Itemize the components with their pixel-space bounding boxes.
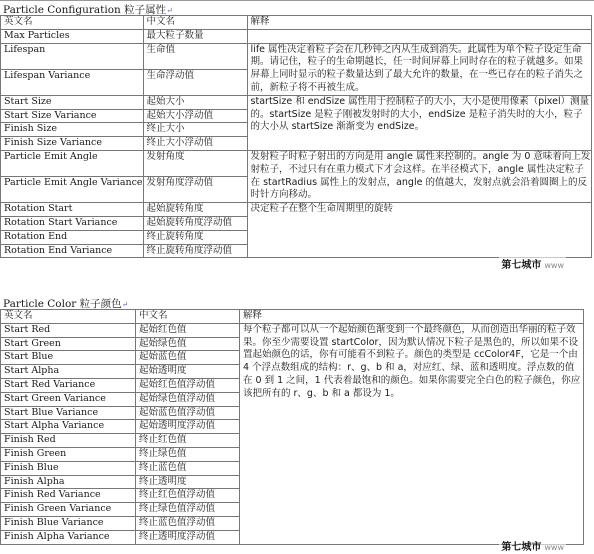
chinese-name-cell: 起始红色值浮动值 bbox=[136, 378, 240, 392]
chinese-name-cell: 终止旋转角度浮动值 bbox=[143, 244, 247, 258]
chinese-name-cell: 起始绿色值 bbox=[136, 337, 240, 351]
english-name-cell: Finish Size bbox=[1, 123, 144, 137]
english-name-cell: Particle Emit Angle bbox=[1, 150, 144, 176]
english-name-cell: Start Blue Variance bbox=[1, 406, 136, 420]
top-divider bbox=[0, 0, 594, 1]
english-name-cell: Finish Blue bbox=[1, 461, 136, 475]
english-name-cell: Start Size Variance bbox=[1, 109, 144, 123]
english-name-cell: Finish Alpha bbox=[1, 475, 136, 489]
english-name-cell: Start Green Variance bbox=[1, 392, 136, 406]
table-row bbox=[1, 203, 592, 217]
chinese-name-cell: 发射角度浮动值 bbox=[143, 177, 247, 203]
column-header: 中文名 bbox=[136, 310, 240, 324]
english-name-cell: Start Alpha bbox=[1, 365, 136, 379]
english-name-cell: Lifespan Variance bbox=[1, 69, 144, 95]
description-cell: startSize 和 endSize 属性用于控制粒子的大小，大小是使用像素（pixel）测量的。startSize 是粒子刚被发射时的大小，endSize 是粒子消失时的大小，粒子的大小从 startSize 渐渐变为 endSize。 bbox=[247, 95, 591, 150]
english-name-cell: Rotation Start bbox=[1, 203, 144, 217]
english-name-cell: Start Alpha Variance bbox=[1, 420, 136, 434]
description-cell: 每个粒子都可以从一个起始颜色渐变到一个最终颜色，从而创造出华丽的粒子效果。你至少需要设置 startColor，因为默认情况下粒子是黑色的，所以如果不设置起始颜色的话，你有可能看不到粒子。颜色的类型是 ccColor4F，它是一个由 4 个浮点数组成的结构：r、g、b 和 a，对应红、绿、蓝和透明度。浮点数的值在 0 到 1 之间，1 代表着最饱和的颜色。如果你需要完全白色的粒子颜色，你应该把所有的 r、g、b 和 a 都设为 1。 bbox=[240, 323, 584, 544]
english-name-cell: Start Red bbox=[1, 323, 136, 337]
english-name-cell: Finish Green bbox=[1, 447, 136, 461]
english-name-cell: Rotation End bbox=[1, 230, 144, 244]
chinese-name-cell: 起始旋转角度浮动值 bbox=[143, 216, 247, 230]
chinese-name-cell: 终止旋转角度 bbox=[143, 230, 247, 244]
chinese-name-cell: 终止透明度 bbox=[136, 475, 240, 489]
column-header: 中文名 bbox=[143, 16, 247, 30]
english-name-cell: Start Green bbox=[1, 337, 136, 351]
description-cell: 发射粒子时粒子射出的方向是用 angle 属性来控制的。angle 为 0 意味着向上发射粒子，不过只有在重力模式下才会这样。在半径模式下，angle 属性决定粒子在 startRadius 属性上的发射点，angle 的值越大，发射点就会沿着圆圈上的反时针方向移动。 bbox=[247, 150, 591, 202]
section-title-particle-color: Particle Color 粒子颜色↵ bbox=[3, 298, 129, 310]
chinese-name-cell: 终止红色值浮动值 bbox=[136, 489, 240, 503]
chinese-name-cell: 生命浮动值 bbox=[143, 69, 247, 95]
chinese-name-cell: 起始红色值 bbox=[136, 323, 240, 337]
table-header-row bbox=[1, 310, 584, 324]
section-title-particle-configuration: Particle Configuration 粒子属性↵ bbox=[3, 4, 173, 16]
chinese-name-cell: 终止蓝色值浮动值 bbox=[136, 516, 240, 530]
chinese-name-cell: 起始大小 bbox=[143, 95, 247, 109]
english-name-cell: Finish Alpha Variance bbox=[1, 530, 136, 544]
chinese-name-cell: 终止绿色值 bbox=[136, 447, 240, 461]
english-name-cell: Finish Green Variance bbox=[1, 503, 136, 517]
table-row bbox=[1, 95, 592, 109]
chinese-name-cell: 起始蓝色值 bbox=[136, 351, 240, 365]
chinese-name-cell: 生命值 bbox=[143, 43, 247, 69]
description-cell: 决定粒子在整个生命周期里的旋转 bbox=[247, 203, 591, 258]
column-header: 解释 bbox=[240, 310, 584, 324]
watermark-logo: 第七城市 www bbox=[499, 256, 566, 271]
english-name-cell: Finish Red bbox=[1, 434, 136, 448]
chinese-name-cell: 发射角度 bbox=[143, 150, 247, 176]
english-name-cell: Max Particles bbox=[1, 29, 144, 43]
chinese-name-cell: 终止大小 bbox=[143, 123, 247, 137]
watermark-logo-2: 第七城市 www bbox=[499, 538, 566, 553]
chinese-name-cell: 终止大小浮动值 bbox=[143, 137, 247, 151]
table-header-row bbox=[1, 16, 592, 30]
chinese-name-cell: 起始绿色值浮动值 bbox=[136, 392, 240, 406]
english-name-cell: Start Size bbox=[1, 95, 144, 109]
chinese-name-cell: 终止红色值 bbox=[136, 434, 240, 448]
chinese-name-cell: 最大粒子数量 bbox=[143, 29, 247, 43]
column-header: 英文名 bbox=[1, 16, 144, 30]
column-header: 英文名 bbox=[1, 310, 136, 324]
table-row bbox=[1, 323, 584, 337]
chinese-name-cell: 起始透明度浮动值 bbox=[136, 420, 240, 434]
chinese-name-cell: 起始旋转角度 bbox=[143, 203, 247, 217]
english-name-cell: Rotation Start Variance bbox=[1, 216, 144, 230]
table-row bbox=[1, 150, 592, 176]
chinese-name-cell: 终止蓝色值 bbox=[136, 461, 240, 475]
english-name-cell: Finish Size Variance bbox=[1, 137, 144, 151]
english-name-cell: Finish Blue Variance bbox=[1, 516, 136, 530]
english-name-cell: Lifespan bbox=[1, 43, 144, 69]
particle-configuration-table bbox=[0, 15, 592, 258]
chinese-name-cell: 起始蓝色值浮动值 bbox=[136, 406, 240, 420]
chinese-name-cell: 终止透明度浮动值 bbox=[136, 530, 240, 544]
table-row bbox=[1, 29, 592, 43]
column-header: 解释 bbox=[247, 16, 591, 30]
table-row bbox=[1, 43, 592, 69]
english-name-cell: Rotation End Variance bbox=[1, 244, 144, 258]
english-name-cell: Start Blue bbox=[1, 351, 136, 365]
english-name-cell: Finish Red Variance bbox=[1, 489, 136, 503]
chinese-name-cell: 终止绿色值浮动值 bbox=[136, 503, 240, 517]
description-cell: life 属性决定着粒子会在几秒钟之内从生成到消失。此属性为单个粒子设定生命期。请记住，粒子的生命期越长，任一时间屏幕上同时存在的粒子就越多。如果屏幕上同时显示的粒子数量达到了最大允许的数量，在一些已存在的粒子消失之前，新粒子将不再被生成。 bbox=[247, 43, 591, 95]
chinese-name-cell: 起始透明度 bbox=[136, 365, 240, 379]
english-name-cell: Particle Emit Angle Variance bbox=[1, 177, 144, 203]
english-name-cell: Start Red Variance bbox=[1, 378, 136, 392]
chinese-name-cell: 起始大小浮动值 bbox=[143, 109, 247, 123]
particle-color-table bbox=[0, 309, 584, 545]
description-cell-empty bbox=[247, 29, 591, 43]
